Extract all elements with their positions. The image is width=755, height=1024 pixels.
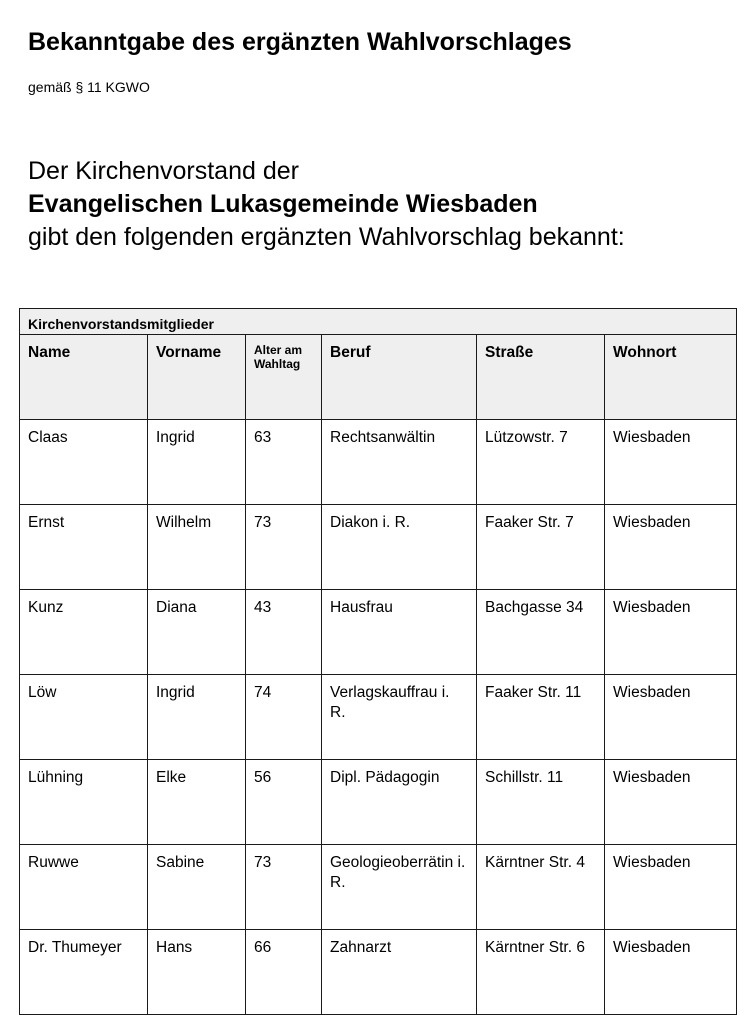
cell-strasse: Kärntner Str. 6 <box>477 930 605 1015</box>
cell-vorname: Ingrid <box>148 420 246 505</box>
cell-vorname: Hans <box>148 930 246 1015</box>
cell-alter: 73 <box>246 505 322 590</box>
cell-beruf: Diakon i. R. <box>322 505 477 590</box>
table-row <box>20 505 737 590</box>
cell-name: Löw <box>20 675 148 760</box>
cell-wohnort: Wiesbaden <box>605 760 737 845</box>
cell-wohnort: Wiesbaden <box>605 590 737 675</box>
cell-strasse: Kärntner Str. 4 <box>477 845 605 930</box>
cell-vorname: Elke <box>148 760 246 845</box>
cell-alter: 74 <box>246 675 322 760</box>
cell-wohnort: Wiesbaden <box>605 675 737 760</box>
cell-beruf: Dipl. Pädagogin <box>322 760 477 845</box>
congregation-name: Evangelischen Lukasgemeinde Wiesbaden <box>28 190 538 218</box>
cell-name: Lühning <box>20 760 148 845</box>
intro-text <box>28 155 625 254</box>
cell-alter: 43 <box>246 590 322 675</box>
column-header-alter: Alter am Wahltag <box>246 335 322 420</box>
cell-vorname: Sabine <box>148 845 246 930</box>
table-caption: Kirchenvorstandsmitglieder <box>20 309 737 335</box>
table-header-row <box>20 335 737 420</box>
cell-beruf: Hausfrau <box>322 590 477 675</box>
candidates-table <box>19 308 737 1015</box>
table-row <box>20 930 737 1015</box>
cell-wohnort: Wiesbaden <box>605 845 737 930</box>
column-header-wohnort: Wohnort <box>605 335 737 420</box>
cell-wohnort: Wiesbaden <box>605 505 737 590</box>
cell-strasse: Faaker Str. 11 <box>477 675 605 760</box>
cell-alter: 73 <box>246 845 322 930</box>
cell-vorname: Wilhelm <box>148 505 246 590</box>
cell-name: Ernst <box>20 505 148 590</box>
cell-vorname: Ingrid <box>148 675 246 760</box>
cell-alter: 63 <box>246 420 322 505</box>
intro-line-3: gibt den folgenden ergänzten Wahlvorschlag bekannt: <box>28 223 625 251</box>
cell-alter: 66 <box>246 930 322 1015</box>
document-title: Bekanntgabe des ergänzten Wahlvorschlages <box>28 28 572 56</box>
cell-beruf: Geologieoberrätin i. R. <box>322 845 477 930</box>
table-row <box>20 590 737 675</box>
cell-name: Claas <box>20 420 148 505</box>
cell-name: Ruwwe <box>20 845 148 930</box>
cell-beruf: Rechtsanwältin <box>322 420 477 505</box>
cell-beruf: Zahnarzt <box>322 930 477 1015</box>
cell-alter: 56 <box>246 760 322 845</box>
cell-wohnort: Wiesbaden <box>605 420 737 505</box>
column-header-strasse: Straße <box>477 335 605 420</box>
column-header-vorname: Vorname <box>148 335 246 420</box>
cell-beruf: Verlagskauffrau i. R. <box>322 675 477 760</box>
cell-strasse: Bachgasse 34 <box>477 590 605 675</box>
column-header-beruf: Beruf <box>322 335 477 420</box>
document-subtitle: gemäß § 11 KGWO <box>28 79 150 95</box>
table-row <box>20 675 737 760</box>
cell-strasse: Lützowstr. 7 <box>477 420 605 505</box>
table-row <box>20 420 737 505</box>
intro-line-1: Der Kirchenvorstand der <box>28 157 299 185</box>
table-row <box>20 845 737 930</box>
cell-name: Kunz <box>20 590 148 675</box>
column-header-name: Name <box>20 335 148 420</box>
table-row <box>20 760 737 845</box>
cell-vorname: Diana <box>148 590 246 675</box>
cell-strasse: Faaker Str. 7 <box>477 505 605 590</box>
cell-name: Dr. Thumeyer <box>20 930 148 1015</box>
cell-wohnort: Wiesbaden <box>605 930 737 1015</box>
table-caption-row <box>20 309 737 335</box>
cell-strasse: Schillstr. 11 <box>477 760 605 845</box>
